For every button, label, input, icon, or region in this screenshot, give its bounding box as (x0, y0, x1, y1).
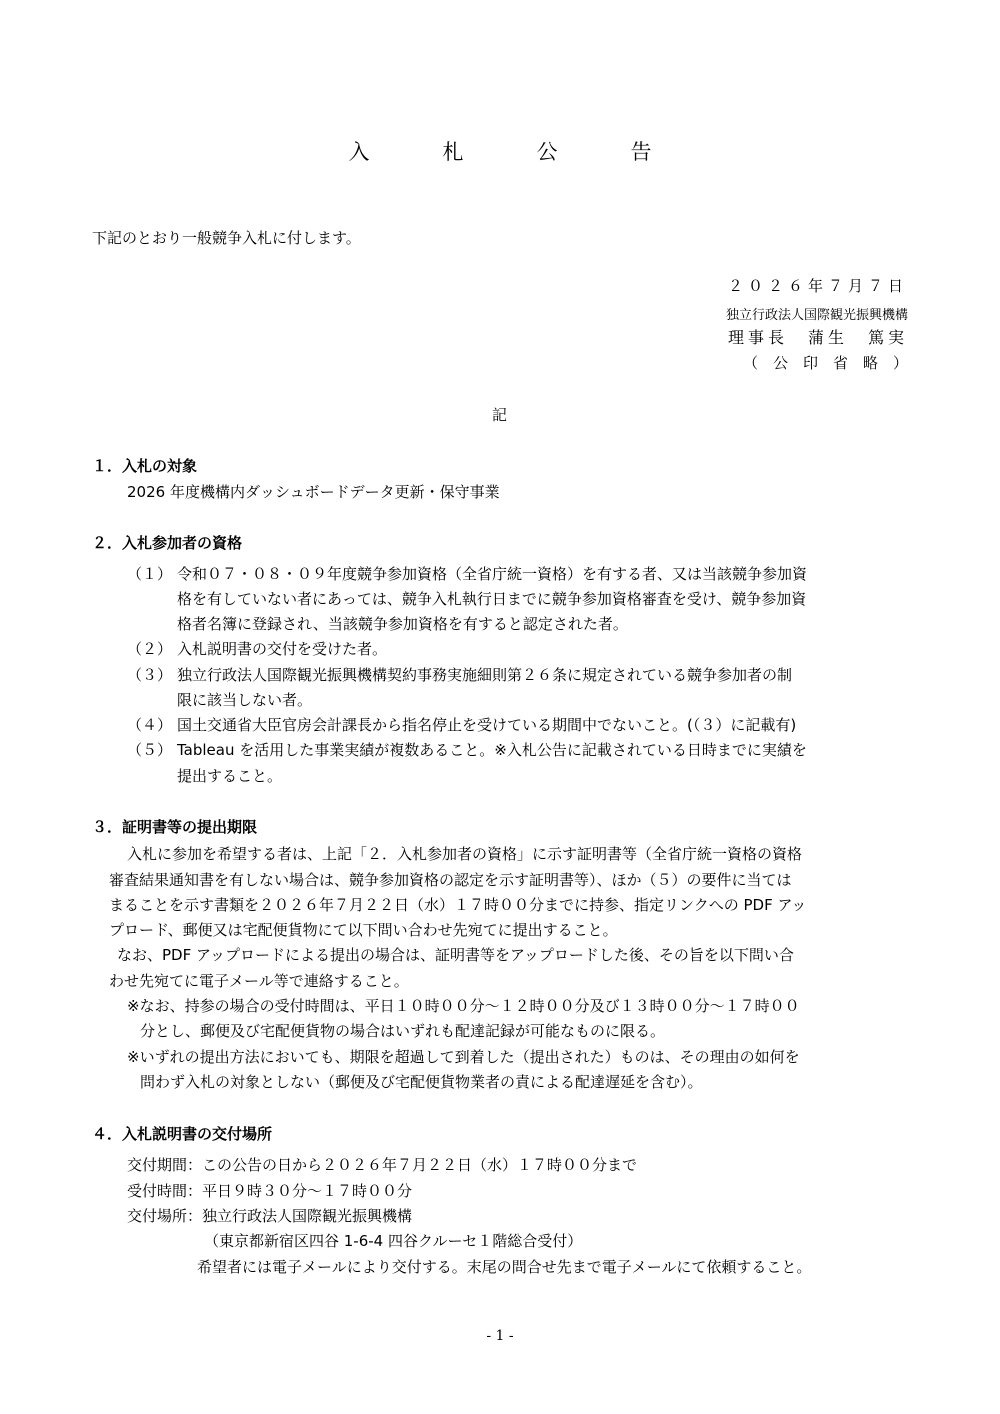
delivery-address: （東京都新宿区四谷 1-6-4 四谷クルーセ１階総合受付） (204, 1232, 583, 1250)
submission-paragraph-line: 審査結果通知書を有しない場合は、競争参加資格の認定を示す証明書等）、ほか（５）の要件に当ては (109, 871, 792, 889)
issuer-org: 独立行政法人国際観光振興機構 (725, 308, 908, 323)
note-line: 問わず入札の対象としない（郵便及び宅配便貨物業者の責による配達遅延を含む）。 (140, 1073, 703, 1091)
section-3-heading: ３．証明書等の提出期限 (92, 818, 258, 836)
section-1-body: 2026 年度機構内ダッシュボードデータ更新・保守事業 (127, 483, 500, 501)
submission-paragraph-line: プロード、郵便又は宅配便貨物にて以下問い合わせ先宛てに提出すること。 (109, 921, 618, 939)
submission-paragraph-line: 入札に参加を希望する者は、上記「２．入札参加者の資格」に示す証明書等（全省庁統一資格の資格 (127, 845, 803, 863)
qualification-num: （５） (127, 741, 173, 759)
page-number: - 1 - (486, 1328, 514, 1344)
email-delivery-note: 希望者には電子メールにより交付する。末尾の問合せ先まで電子メールにて依頼すること。 (197, 1258, 812, 1276)
qualification-line: 提出すること。 (177, 767, 283, 785)
delivery-place: 交付場所：独立行政法人国際観光振興機構 (127, 1207, 413, 1225)
qualification-line: 限に該当しない者。 (177, 691, 313, 709)
page-title: 入 札 公 告 (348, 140, 678, 164)
note-line: 分とし、郵便及び宅配便貨物の場合はいずれも配達記録が可能なものに限る。 (140, 1022, 666, 1040)
qualification-num: （４） (127, 716, 173, 734)
section-2-heading: ２．入札参加者の資格 (92, 534, 243, 552)
section-4-heading: ４．入札説明書の交付場所 (92, 1125, 273, 1143)
qualification-line: 入札説明書の交付を受けた者。 (177, 640, 388, 658)
intro-text: 下記のとおり一般競争入札に付します。 (92, 229, 361, 247)
note-line: ※いずれの提出方法においても、期限を超過して到着した（提出された）ものは、その理由の如何を (127, 1048, 800, 1066)
issue-date: ２０２６年７月７日 (727, 277, 908, 295)
qualification-line: Tableau を活用した事業実績が複数あること。※入札公告に記載されている日時までに実績を (177, 741, 807, 759)
submission-paragraph-line: まることを示す書類を２０２６年７月２２日（水）１７時００分までに持参、指定リンクへの PDF アッ (109, 896, 807, 914)
delivery-period: 交付期間：この公告の日から２０２６年７月２２日（水）１７時００分まで (127, 1156, 638, 1174)
qualification-num: （２） (127, 640, 173, 658)
qualification-line: 格を有していない者にあっては、競争入札執行日までに競争参加資格審査を受け、競争参加資 (177, 590, 807, 608)
section-1-heading: １．入札の対象 (92, 457, 198, 475)
qualification-num: （３） (127, 666, 173, 684)
pdf-paragraph-line: わせ先宛てに電子メール等で連絡すること。 (109, 972, 409, 990)
ki-mark: 記 (492, 406, 508, 424)
qualification-line: 国土交通省大臣官房会計課長から指名停止を受けている期間中でないこと。(（３）に記載有) (177, 716, 797, 734)
reception-hours: 受付時間：平日９時３０分～１７時００分 (127, 1182, 413, 1200)
qualification-num: （１） (127, 565, 173, 583)
pdf-paragraph-line: なお、PDF アップロードによる提出の場合は、証明書等をアップロードした後、その旨を以下問い合 (117, 946, 794, 964)
issuer-name: 理事長 蒲生 篤実 (727, 328, 908, 347)
qualification-line: 独立行政法人国際観光振興機構契約事務実施細則第２６条に規定されている競争参加者の制 (177, 666, 793, 684)
seal-omitted: （ 公 印 省 略 ） (742, 354, 908, 372)
qualification-line: 令和０７・０８・０９年度競争参加資格（全省庁統一資格）を有する者、又は当該競争参加資 (177, 565, 808, 583)
note-line: ※なお、持参の場合の受付時間は、平日１０時００分～１２時００分及び１３時００分～１７時００ (127, 997, 800, 1015)
qualification-line: 格者名簿に登録され、当該競争参加資格を有すると認定された者。 (177, 615, 628, 633)
